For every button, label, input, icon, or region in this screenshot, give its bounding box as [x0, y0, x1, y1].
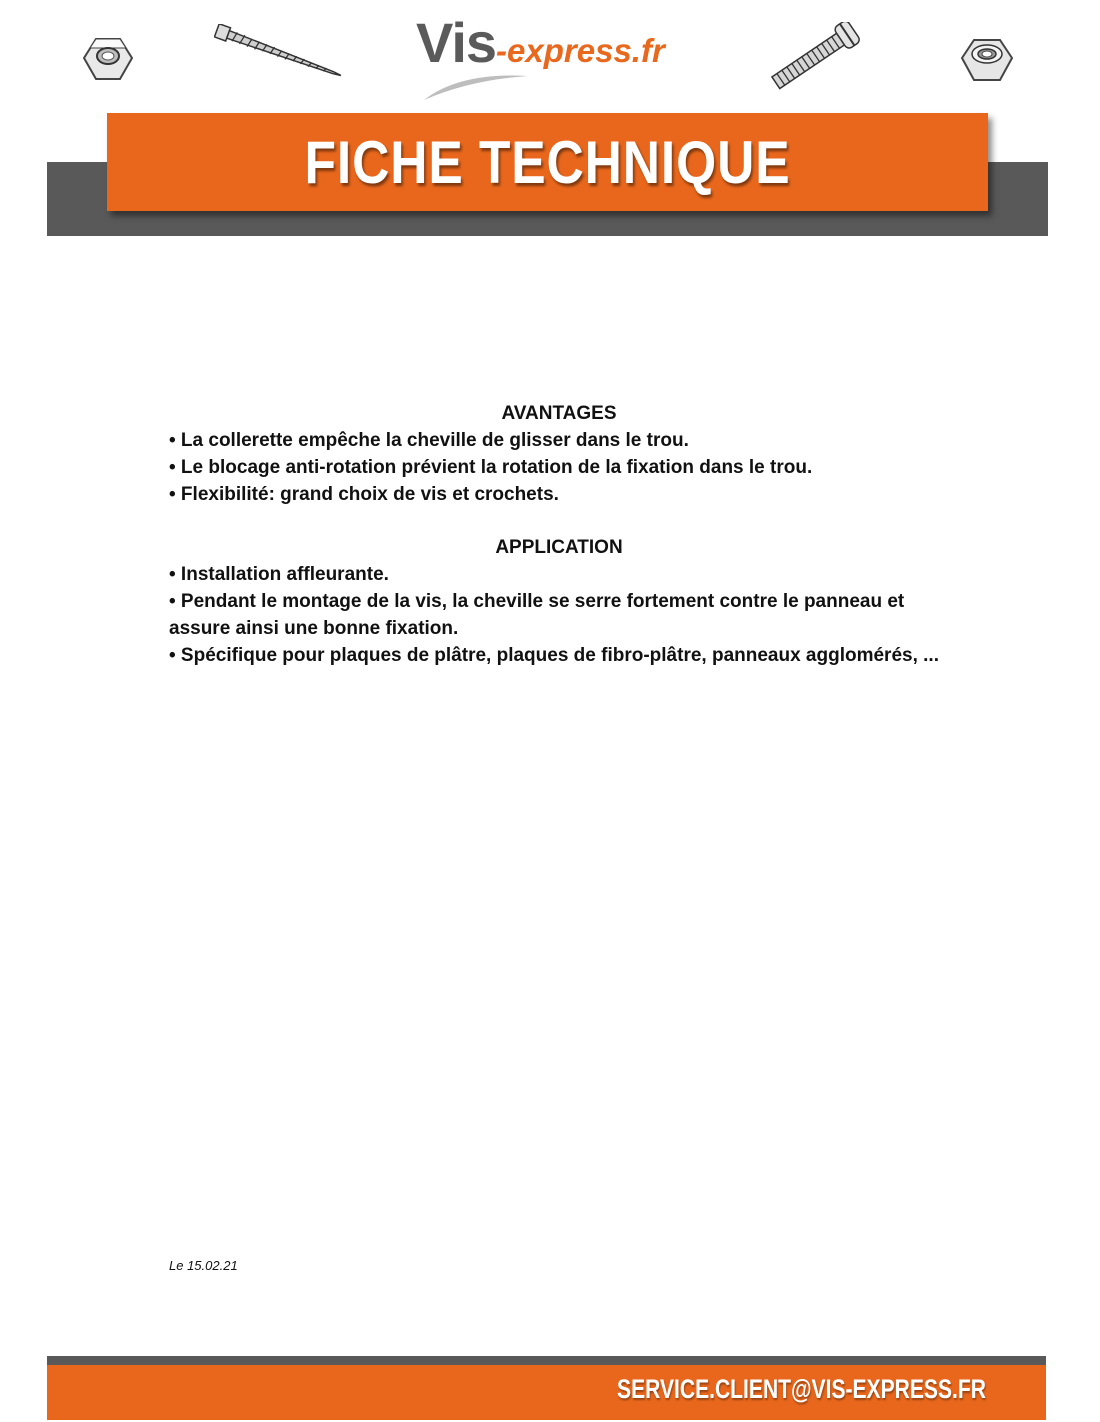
- footer: [47, 1365, 1046, 1420]
- footer-divider: [47, 1356, 1046, 1365]
- section-heading-avantages: AVANTAGES: [501, 403, 617, 424]
- wood-screw-icon: [214, 24, 350, 80]
- banner: [107, 113, 988, 211]
- list-item: • Spécifique pour plaques de plâtre, plaques de fibro-plâtre, panneaux agglomérés, ...: [169, 645, 939, 666]
- logo-suffix: -express.fr: [496, 32, 665, 69]
- logo-main: Vis: [416, 11, 497, 74]
- list-item: • Installation affleurante.: [169, 564, 389, 585]
- application-list: [169, 561, 949, 669]
- lock-nut-icon: [960, 36, 1014, 84]
- list-item: • Pendant le montage de la vis, la cheville se serre fortement contre le panneau et assure ainsi une bonne fixation.: [169, 591, 905, 639]
- document-date: Le 15.02.21: [169, 1258, 238, 1273]
- header: [0, 0, 1100, 110]
- content: [169, 400, 949, 669]
- logo-swoosh-icon: [420, 70, 530, 104]
- logo: [416, 10, 665, 75]
- list-item: • Flexibilité: grand choix de vis et crochets.: [169, 484, 559, 505]
- section-heading-application: APPLICATION: [495, 537, 623, 558]
- slotted-bolt-icon: [762, 22, 866, 92]
- hex-nut-icon: [82, 36, 134, 84]
- footer-email-link[interactable]: SERVICE.CLIENT@VIS-EXPRESS.FR: [617, 1374, 986, 1404]
- avantages-list: [169, 427, 949, 508]
- list-item: • Le blocage anti-rotation prévient la rotation de la fixation dans le trou.: [169, 457, 813, 478]
- page-title: FICHE TECHNIQUE: [304, 128, 791, 196]
- list-item: • La collerette empêche la cheville de glisser dans le trou.: [169, 430, 689, 451]
